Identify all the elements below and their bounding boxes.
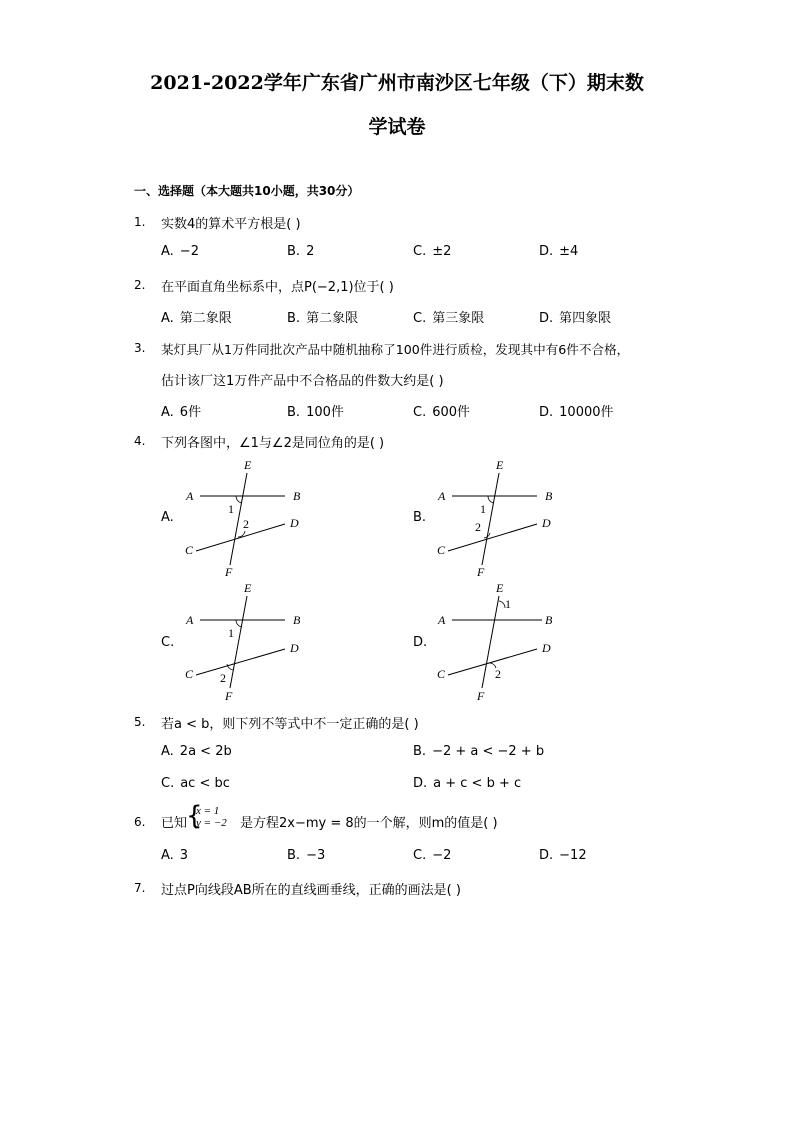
option-b[interactable] — [287, 244, 314, 259]
option-text: −3 — [306, 848, 326, 863]
angle-arc-1 — [488, 496, 494, 503]
label-1: 1 — [480, 502, 486, 516]
label-c: C — [437, 543, 446, 557]
option-letter: B. — [287, 244, 301, 259]
option-a-letter[interactable]: A. — [161, 510, 174, 525]
label-b: B — [545, 613, 553, 627]
label-2: 2 — [243, 517, 249, 531]
line-cd — [448, 649, 537, 675]
equation-system — [196, 805, 227, 829]
option-text: −2 — [179, 244, 199, 259]
option-letter: C. — [413, 311, 427, 326]
question-text-suffix: 是方程2x−my = 8的一个解，则m的值是( ) — [240, 816, 498, 831]
option-d[interactable] — [539, 848, 587, 863]
option-letter: B. — [287, 405, 301, 420]
option-letter: D. — [539, 848, 554, 863]
figure-option-c[interactable] — [180, 578, 310, 703]
label-b: B — [293, 613, 301, 627]
option-text: 2a < 2b — [179, 744, 232, 759]
label-a: A — [186, 489, 194, 503]
question-number: 5. — [134, 715, 146, 729]
option-text: 3 — [179, 848, 189, 863]
figure-option-b[interactable] — [432, 455, 562, 580]
label-e: E — [244, 458, 252, 472]
label-f: F — [477, 565, 485, 579]
option-letter: C. — [161, 776, 175, 791]
question-text: 下列各图中，∠1与∠2是同位角的是( ) — [161, 436, 385, 451]
label-d: D — [290, 516, 299, 530]
option-letter: B. — [413, 744, 427, 759]
label-d: D — [542, 516, 551, 530]
option-b[interactable] — [287, 848, 325, 863]
option-letter: C. — [413, 848, 427, 863]
question-number: 3. — [134, 341, 146, 355]
option-letter: C. — [413, 244, 427, 259]
line-cd — [196, 649, 285, 675]
option-d[interactable] — [413, 776, 521, 791]
option-letter: A. — [161, 244, 174, 259]
equation-line-1: x = 1 — [196, 805, 220, 817]
question-text-prefix: 已知 — [161, 816, 188, 831]
label-2: 2 — [495, 667, 501, 681]
option-text: 600件 — [432, 405, 471, 420]
exam-title-line1: 2021-2022学年广东省广州市南沙区七年级（下）期末数 — [150, 72, 644, 94]
figure-option-d[interactable] — [432, 578, 562, 703]
option-d[interactable] — [539, 244, 578, 259]
label-f: F — [477, 689, 485, 703]
option-letter: A. — [161, 848, 174, 863]
label-1: 1 — [505, 597, 511, 611]
option-text: 第四象限 — [559, 311, 612, 326]
option-c[interactable] — [413, 307, 484, 326]
option-b-letter[interactable]: B. — [413, 510, 427, 525]
option-letter: D. — [413, 776, 428, 791]
option-text: 6件 — [179, 405, 202, 420]
label-a: A — [438, 489, 446, 503]
label-c: C — [185, 667, 194, 681]
question-text: 若a < b，则下列不等式中不一定正确的是( ) — [161, 717, 419, 732]
label-e: E — [496, 458, 504, 472]
question-number: 6. — [134, 815, 146, 829]
label-2: 2 — [220, 671, 226, 685]
option-b[interactable] — [287, 401, 344, 420]
option-c[interactable] — [413, 401, 470, 420]
label-a: A — [438, 613, 446, 627]
option-text: 10000件 — [559, 405, 614, 420]
line-cd — [196, 524, 285, 551]
option-text: 第二象限 — [179, 311, 232, 326]
label-1: 1 — [228, 502, 234, 516]
option-text: a + c < b + c — [433, 776, 522, 791]
label-2: 2 — [475, 520, 481, 534]
option-letter: D. — [539, 311, 554, 326]
label-c: C — [185, 543, 194, 557]
question-number: 1. — [134, 215, 146, 229]
question-text: 实数4的算术平方根是( ) — [161, 217, 301, 232]
question-text-line1: 某灯具厂从1万件同批次产品中随机抽称了100件进行质检，发现其中有6件不合格， — [161, 342, 630, 357]
option-text: 第二象限 — [306, 311, 359, 326]
line-ef — [482, 473, 499, 565]
option-letter: A. — [161, 744, 174, 759]
label-e: E — [244, 581, 252, 595]
question-number: 7. — [134, 881, 146, 895]
line-ef — [230, 596, 247, 688]
figure-option-a[interactable] — [180, 455, 310, 580]
option-text: −12 — [559, 848, 587, 863]
option-a[interactable] — [161, 401, 201, 420]
line-cd — [448, 524, 537, 551]
option-d[interactable] — [539, 401, 614, 420]
label-d: D — [290, 641, 299, 655]
angle-arc-1 — [236, 496, 242, 503]
option-a[interactable] — [161, 744, 232, 759]
option-text: ±2 — [432, 244, 452, 259]
option-b[interactable] — [413, 744, 544, 759]
option-text: ac < bc — [180, 776, 230, 791]
label-a: A — [186, 613, 194, 627]
option-letter: D. — [539, 405, 554, 420]
label-f: F — [225, 689, 233, 703]
option-d[interactable] — [539, 307, 611, 326]
exam-title-line2: 学试卷 — [368, 116, 426, 138]
option-letter: D. — [539, 244, 554, 259]
equation-line-2: y = −2 — [196, 817, 227, 829]
question-number: 2. — [134, 278, 146, 292]
equation-system-brace: { — [186, 801, 203, 831]
option-text: −2 — [432, 848, 452, 863]
option-a[interactable] — [161, 307, 232, 326]
option-text: 2 — [306, 244, 315, 259]
question-number: 4. — [134, 434, 146, 448]
option-letter: B. — [287, 848, 301, 863]
question-text-line2: 估计该厂这1万件产品中不合格品的件数大约是( ) — [161, 374, 444, 389]
question-text: 过点P向线段AB所在的直线画垂线，正确的画法是( ) — [161, 883, 461, 898]
label-c: C — [437, 667, 446, 681]
option-text: 第三象限 — [432, 311, 485, 326]
option-letter: C. — [413, 405, 427, 420]
option-letter: A. — [161, 311, 174, 326]
label-f: F — [225, 565, 233, 579]
option-a[interactable] — [161, 244, 199, 259]
option-letter: A. — [161, 405, 174, 420]
option-text: −2 + a < −2 + b — [432, 744, 545, 759]
option-b[interactable] — [287, 307, 358, 326]
label-b: B — [545, 489, 553, 503]
label-d: D — [542, 641, 551, 655]
option-c[interactable] — [413, 244, 451, 259]
option-c[interactable] — [161, 776, 230, 791]
option-d-letter[interactable]: D. — [413, 635, 428, 650]
option-letter: B. — [287, 311, 301, 326]
option-c-letter[interactable]: C. — [161, 635, 175, 650]
option-text: ±4 — [559, 244, 579, 259]
option-a[interactable] — [161, 848, 188, 863]
option-c[interactable] — [413, 848, 451, 863]
label-e: E — [496, 581, 504, 595]
label-1: 1 — [228, 626, 234, 640]
option-text: 100件 — [306, 405, 344, 420]
question-text: 在平面直角坐标系中，点P(−2,1)位于( ) — [161, 280, 394, 295]
section-header: 一、选择题（本大题共10小题，共30分） — [134, 184, 360, 198]
label-b: B — [293, 489, 301, 503]
